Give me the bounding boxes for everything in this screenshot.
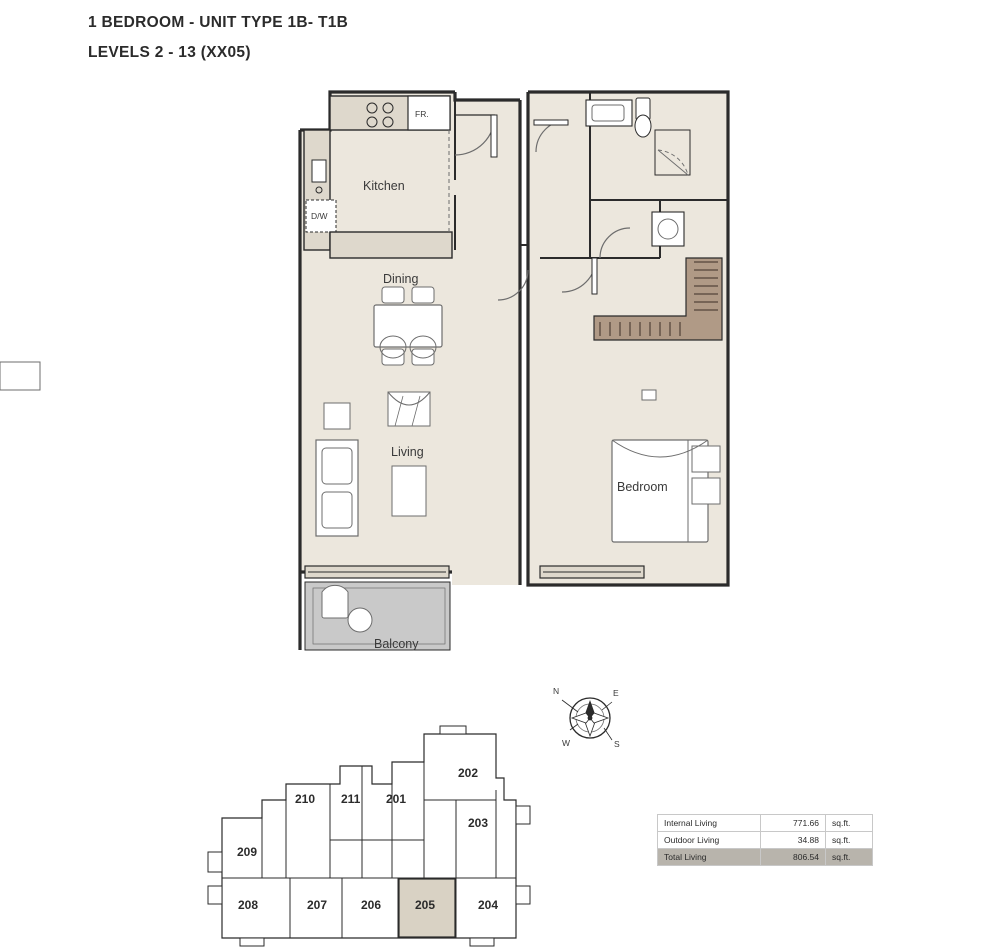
- key-plan-unit-201[interactable]: 201: [386, 792, 407, 806]
- area-row-label: Internal Living: [658, 815, 761, 832]
- room-label-bedroom: Bedroom: [617, 480, 668, 494]
- area-row-unit: sq.ft.: [826, 832, 873, 849]
- area-row-unit: sq.ft.: [826, 849, 873, 866]
- table-row-total: [658, 849, 873, 866]
- key-plan-unit-208[interactable]: 208: [238, 898, 259, 912]
- key-plan-unit-204[interactable]: 204: [478, 898, 499, 912]
- key-plan-unit-202[interactable]: 202: [458, 766, 479, 780]
- room-label-living: Living: [391, 445, 424, 459]
- area-schedule-table: [657, 814, 873, 866]
- area-row-label: Total Living: [658, 849, 761, 866]
- key-plan-unit-210[interactable]: 210: [295, 792, 316, 806]
- area-row-value: 771.66: [761, 815, 826, 832]
- page-subtitle: LEVELS 2 - 13 (XX05): [88, 44, 251, 61]
- area-row-unit: sq.ft.: [826, 815, 873, 832]
- compass-label-w: W: [562, 738, 571, 748]
- key-plan: [208, 726, 530, 946]
- compass-label-e: E: [613, 688, 619, 698]
- area-row-label: Outdoor Living: [658, 832, 761, 849]
- key-plan-unit-205[interactable]: 205: [415, 898, 436, 912]
- key-plan-unit-209[interactable]: 209: [237, 845, 258, 859]
- compass-rose: [553, 686, 620, 749]
- area-row-value: 806.54: [761, 849, 826, 866]
- room-label-kitchen: Kitchen: [363, 179, 405, 193]
- key-plan-unit-203[interactable]: 203: [468, 816, 489, 830]
- area-row-value: 34.88: [761, 832, 826, 849]
- key-plan-unit-206[interactable]: 206: [361, 898, 382, 912]
- table-row: [658, 832, 873, 849]
- room-label-balcony: Balcony: [374, 637, 419, 651]
- table-row: [658, 815, 873, 832]
- appliance-label-dishwasher: D/W: [311, 211, 328, 221]
- living-window: [305, 566, 449, 578]
- page-title: 1 BEDROOM - UNIT TYPE 1B- T1B: [88, 14, 349, 31]
- appliance-label-fridge: FR.: [415, 109, 429, 119]
- room-label-dining: Dining: [383, 272, 419, 286]
- compass-label-s: S: [614, 739, 620, 749]
- key-plan-unit-207[interactable]: 207: [307, 898, 328, 912]
- compass-label-n: N: [553, 686, 560, 696]
- key-plan-unit-211[interactable]: 211: [341, 792, 361, 806]
- bedroom-window: [540, 566, 644, 578]
